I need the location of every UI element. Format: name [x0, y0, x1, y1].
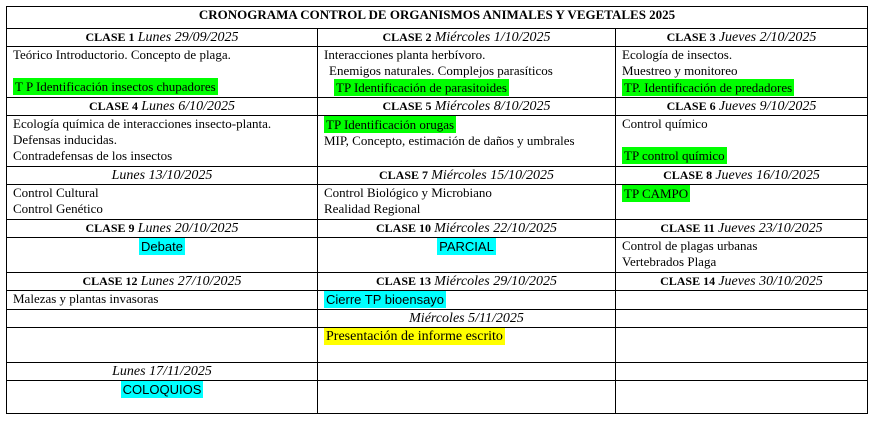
class-header [318, 29, 616, 47]
class-label: CLASE 9 [85, 221, 135, 235]
topic-text: Realidad Regional [324, 201, 421, 216]
tp-highlight: TP. Identificación de predadores [624, 80, 793, 95]
class-date: Lunes 6/10/2025 [141, 99, 235, 114]
class-header [318, 273, 616, 291]
empty-cell [7, 328, 318, 363]
empty-cell [318, 381, 616, 414]
class-date: Lunes 29/09/2025 [137, 30, 239, 45]
event-tag: Cierre TP bioensayo [326, 292, 445, 307]
class-label: CLASE 6 [666, 99, 716, 113]
class-content [7, 238, 318, 273]
class-label: CLASE 12 [82, 274, 138, 288]
class-date: Jueves 30/10/2025 [718, 274, 823, 289]
class-date: Lunes 17/11/2025 [112, 364, 212, 379]
topic-text: Control Biológico y Microbiano [324, 185, 492, 200]
class-header [318, 167, 616, 185]
class-header [616, 220, 868, 238]
empty-cell [616, 363, 868, 381]
class-label: CLASE 10 [375, 221, 431, 235]
class-content [318, 238, 616, 273]
tp-highlight: TP CAMPO [624, 186, 689, 201]
class-content [616, 238, 868, 273]
class-date: Lunes 27/10/2025 [140, 274, 242, 289]
topic-text: Control de plagas urbanas [622, 238, 758, 253]
empty-cell [7, 310, 318, 328]
class-date: Lunes 20/10/2025 [137, 221, 239, 236]
tp-highlight: TP Identificación de parasitoides [336, 80, 507, 95]
class-label: CLASE 4 [89, 99, 139, 113]
class-label: CLASE 5 [382, 99, 432, 113]
class-content [616, 291, 868, 310]
topic-text: Control Cultural [13, 185, 99, 200]
class-label: CLASE 13 [375, 274, 431, 288]
class-content [318, 47, 616, 98]
class-content [318, 291, 616, 310]
tp-highlight: T P Identificación insectos chupadores [15, 79, 216, 94]
class-header [616, 273, 868, 291]
class-header [7, 363, 318, 381]
class-header [7, 220, 318, 238]
class-label: CLASE 8 [663, 168, 713, 182]
class-content [7, 185, 318, 220]
class-date: Miércoles 29/10/2025 [434, 274, 557, 289]
class-header [318, 98, 616, 116]
empty-cell [616, 381, 868, 414]
class-header [7, 273, 318, 291]
class-date: Lunes 13/10/2025 [111, 168, 213, 183]
topic-text: Vertebrados Plaga [622, 254, 717, 269]
class-content [7, 291, 318, 310]
page-title: CRONOGRAMA CONTROL DE ORGANISMOS ANIMALES Y VEGETALES 2025 [7, 7, 868, 29]
topic-text: Control Genético [13, 201, 103, 216]
schedule-table [6, 6, 868, 414]
class-content [318, 185, 616, 220]
class-date: Jueves 16/10/2025 [715, 168, 820, 183]
event-tag: Debate [141, 239, 183, 254]
class-date: Miércoles 5/11/2025 [409, 311, 524, 326]
class-header [616, 98, 868, 116]
class-date: Miércoles 22/10/2025 [434, 221, 557, 236]
tp-highlight: TP Identificación orugas [326, 117, 455, 132]
event-tag: COLOQUIOS [122, 382, 202, 397]
class-label: CLASE 2 [382, 30, 432, 44]
class-date: Jueves 9/10/2025 [718, 99, 817, 114]
class-label: CLASE 14 [660, 274, 716, 288]
class-content [318, 328, 616, 363]
class-content [616, 116, 868, 167]
class-header [7, 98, 318, 116]
tp-highlight: TP control químico [624, 148, 725, 163]
class-content [7, 116, 318, 167]
class-date: Miércoles 8/10/2025 [434, 99, 551, 114]
class-date: Miércoles 1/10/2025 [434, 30, 551, 45]
topic-text: Muestreo y monitoreo [622, 63, 738, 78]
topic-text: Contradefensas de los insectos [13, 148, 173, 163]
class-label: CLASE 7 [378, 168, 428, 182]
class-label: CLASE 11 [660, 221, 715, 235]
empty-cell [318, 363, 616, 381]
topic-text: Teórico Introductorio. Concepto de plaga. [13, 47, 231, 62]
class-header [7, 167, 318, 185]
topic-text: Defensas inducidas. [13, 132, 117, 147]
class-content [7, 47, 318, 98]
class-content [7, 381, 318, 414]
topic-text: Interacciones planta herbívoro. [324, 47, 486, 62]
class-date: Jueves 2/10/2025 [718, 30, 817, 45]
class-header [7, 29, 318, 47]
class-content [616, 185, 868, 220]
topic-text: Malezas y plantas invasoras [13, 291, 159, 306]
empty-cell [616, 328, 868, 363]
topic-text: Ecología de insectos. [622, 47, 733, 62]
topic-text: Ecología química de interacciones insecto-planta. [13, 116, 272, 131]
class-header [616, 29, 868, 47]
class-date: Miércoles 15/10/2025 [431, 168, 554, 183]
empty-cell [616, 310, 868, 328]
class-label: CLASE 1 [85, 30, 135, 44]
class-label: CLASE 3 [666, 30, 716, 44]
class-content [616, 47, 868, 98]
topic-text: MIP, Concepto, estimación de daños y umbrales [324, 133, 575, 148]
topic-text: Control químico [622, 116, 708, 131]
class-header [616, 167, 868, 185]
event-tag: PARCIAL [439, 239, 494, 254]
class-content [318, 116, 616, 167]
class-date: Jueves 23/10/2025 [718, 221, 823, 236]
topic-text: Enemigos naturales. Complejos parasíticos [329, 63, 553, 78]
class-header [318, 310, 616, 328]
event-tag: Presentación de informe escrito [326, 329, 503, 344]
class-header [318, 220, 616, 238]
